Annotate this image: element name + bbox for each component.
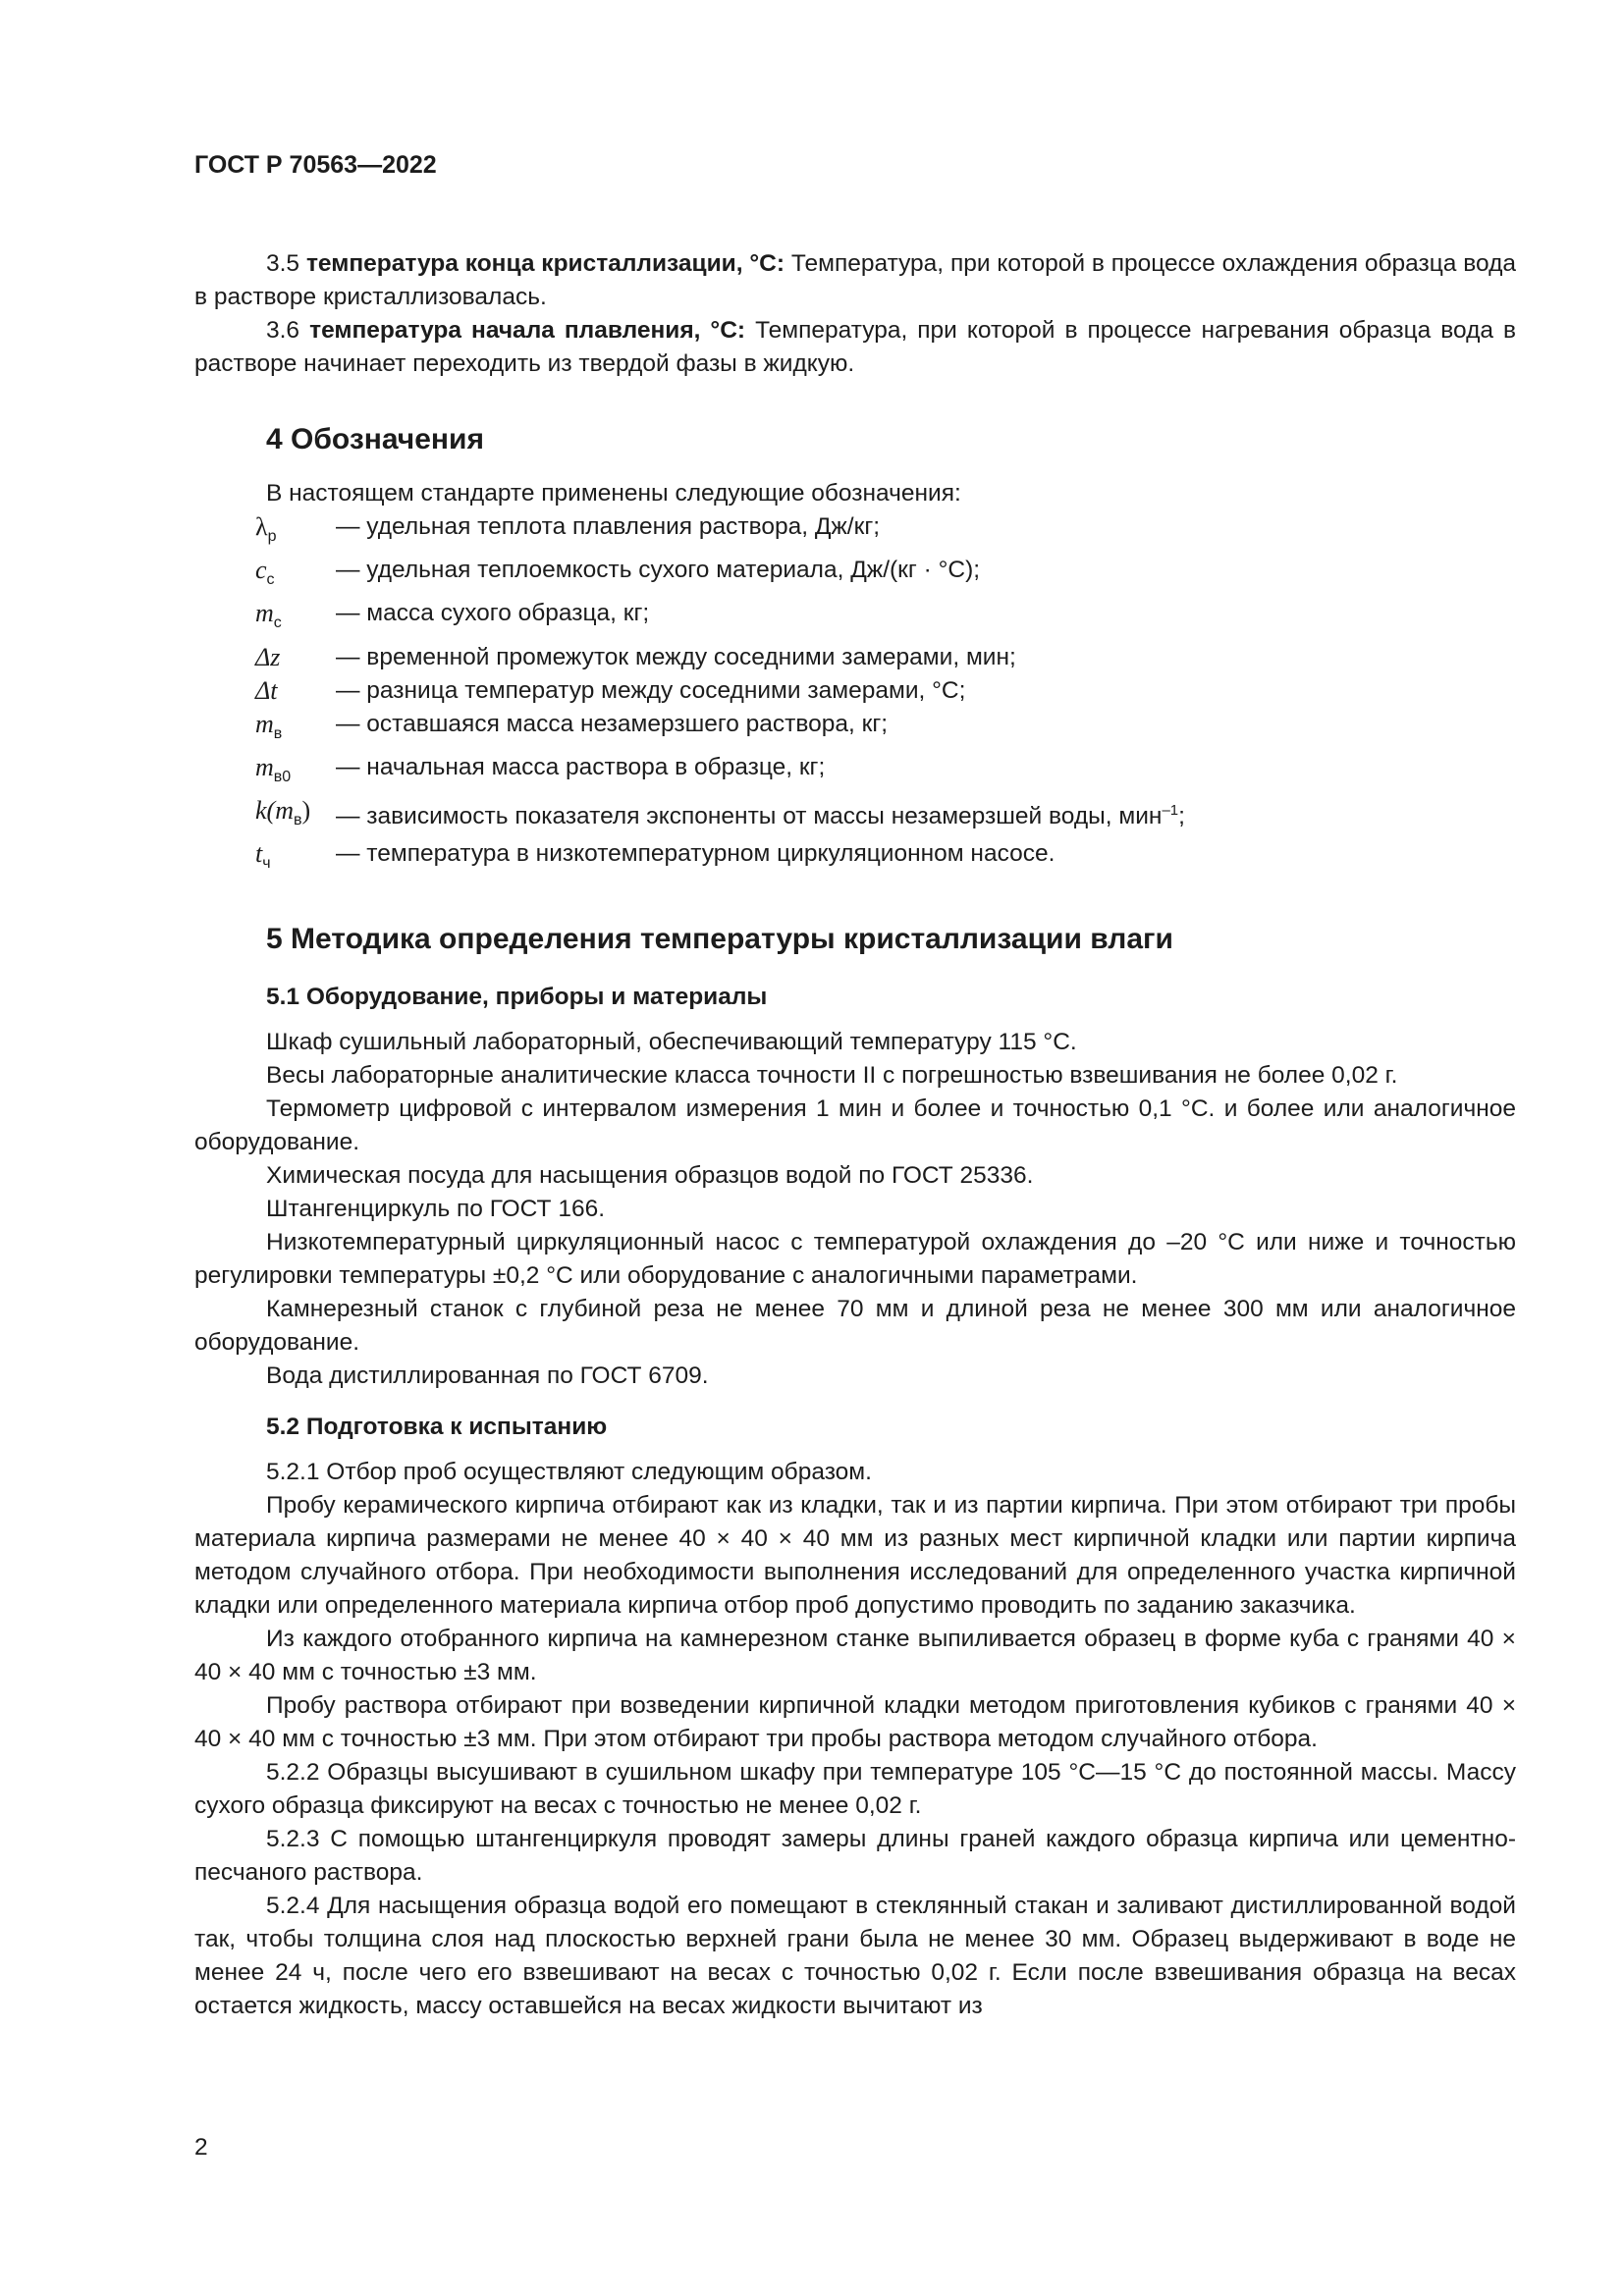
definition-number: 3.6 [266, 317, 300, 344]
symbol-row [194, 554, 1516, 597]
definition-term: температура конца кристаллизации, °С: [305, 250, 785, 277]
symbol: $m_{в0}$ [255, 752, 292, 785]
symbol-row [194, 641, 1516, 674]
symbol-row [194, 837, 1516, 881]
symbol-row [194, 708, 1516, 751]
symbol-row [194, 674, 1516, 708]
subsection-5-2-paragraphs [194, 1456, 1516, 2023]
definition-3-6 [194, 314, 1516, 381]
paragraph: Шкаф сушильный лабораторный, обеспечивающий температуру 115 °С. [266, 1029, 1077, 1056]
symbol-description: — удельная теплота плавления раствора, Дж/кг; [336, 513, 881, 540]
symbol-description: — масса сухого образца, кг; [336, 600, 650, 627]
paragraph: 5.2.2 Образцы высушивают в сушильном шкафу при температуре 105 °С—15 °С до постоянной массы. Массу сухого образца фиксируют на весах с точностью не менее 0,02 г. [194, 1759, 1516, 1820]
symbol-row [194, 597, 1516, 640]
section-5-title: 5 Методика определения температуры кристаллизации влаги [266, 923, 1173, 956]
symbol: $\lambda_р$ [255, 512, 277, 546]
paragraph: Из каждого отобранного кирпича на камнерезном станке выпиливается образец в форме куба с гранями 40 × 40 × 40 мм с точностью ±3 мм. [194, 1626, 1516, 1686]
symbols-list [194, 510, 1516, 881]
section-4-title: 4 Обозначения [266, 423, 484, 455]
paragraph: 5.2.4 Для насыщения образца водой его помещают в стеклянный стакан и заливают дистиллированной водой так, чтобы толщина слоя над плоскостью верхней грани была не менее 30 мм. Образец выдерживают в воде не менее 24 ч, после чего его взвешивают на весах с точностью 0,02 г. Если после взвешивания образца на весах остается жидкость, массу оставшейся на весах жидкости вычитают из [194, 1893, 1516, 2020]
definition-3-5 [194, 247, 1516, 314]
definitions [194, 247, 1516, 381]
subsection-5-2-title: 5.2 Подготовка к испытанию [266, 1414, 608, 1441]
symbol-row [194, 751, 1516, 794]
paragraph: Пробу раствора отбирают при возведении кирпичной кладки методом приготовления кубиков с гранями 40 × 40 × 40 мм с точностью ±3 мм. При этом отбирают три пробы раствора методом случайного отбора. [194, 1692, 1516, 1753]
symbol: $c_с$ [255, 556, 275, 589]
symbol: Δz [255, 642, 281, 671]
subsection-5-1-paragraphs [194, 1026, 1516, 1393]
symbol: $k(m_в)$ [255, 795, 311, 829]
paragraph: Весы лабораторные аналитические класса точности II с погрешностью взвешивания не более 0,02 г. [266, 1062, 1398, 1090]
symbol-description: — температура в низкотемпературном циркуляционном насосе. [336, 840, 1056, 868]
symbol-description: — начальная масса раствора в образце, кг; [336, 753, 826, 780]
paragraph: Вода дистиллированная по ГОСТ 6709. [266, 1362, 709, 1390]
paragraph: Термометр цифровой с интервалом измерения 1 мин и более и точностью 0,1 °С. и более или аналогичное оборудование. [194, 1095, 1516, 1156]
symbol-description: — зависимость показателя экспоненты от массы незамерзшей воды, мин$^{-1}$; [336, 801, 1185, 830]
paragraph: Штангенциркуль по ГОСТ 166. [266, 1196, 606, 1223]
document-page [194, 147, 1516, 2023]
symbol-description: — удельная теплоемкость сухого материала, Дж/(кг · °С); [336, 557, 981, 584]
paragraph: Низкотемпературный циркуляционный насос с температурой охлаждения до –20 °С или ниже и точностью регулировки температуры ±0,2 °С или оборудование с аналогичными параметрами. [194, 1229, 1516, 1290]
symbol-description: — временной промежуток между соседними замерами, мин; [336, 643, 1016, 670]
symbol: $m_с$ [255, 599, 282, 632]
symbol-description: — оставшаяся масса незамерзшего раствора, кг; [336, 710, 889, 737]
page-number: 2 [194, 2134, 208, 2161]
paragraph: 5.2.1 Отбор проб осуществляют следующим образом. [266, 1459, 872, 1486]
symbol-row [194, 794, 1516, 837]
paragraph: Химическая посуда для насыщения образцов водой по ГОСТ 25336. [266, 1162, 1034, 1190]
paragraph: 5.2.3 С помощью штангенциркуля проводят замеры длины граней каждого образца кирпича или цементно-песчаного раствора. [194, 1826, 1516, 1887]
symbol: $m_в$ [255, 709, 283, 742]
definition-text: Температура, при которой в процессе нагревания образца вода в растворе начинает переходить из твердой фазы в жидкую. [194, 317, 1517, 377]
document-header: ГОСТ Р 70563—2022 [194, 151, 437, 179]
subsection-5-1-title: 5.1 Оборудование, приборы и материалы [266, 984, 768, 1011]
paragraph: Камнерезный станок с глубиной реза не менее 70 мм и длиной реза не менее 300 мм или аналогичное оборудование. [194, 1296, 1516, 1357]
definition-term: температура начала плавления, °С: [309, 317, 746, 344]
definition-text: Температура, при которой в процессе охлаждения образца вода в растворе кристаллизовалась. [194, 250, 1516, 310]
symbol: Δt [255, 675, 278, 705]
symbol: $t_ч$ [255, 839, 271, 873]
symbol-row [194, 510, 1516, 554]
paragraph: Пробу керамического кирпича отбирают как из кладки, так и из партии кирпича. При этом отбирают три пробы материала кирпича размерами не менее 40 × 40 × 40 мм из разных мест кирпичной кладки или партии кирпича методом случайного отбора. При необходимости выполнения исследований для определенного участка кирпичной кладки или определенного материала кирпича отбор проб допустимо проводить по заданию заказчика. [194, 1492, 1516, 1620]
symbol-description: — разница температур между соседними замерами, °С; [336, 676, 966, 704]
definition-number: 3.5 [266, 250, 300, 277]
section-4-intro: В настоящем стандарте применены следующие обозначения: [266, 480, 961, 507]
